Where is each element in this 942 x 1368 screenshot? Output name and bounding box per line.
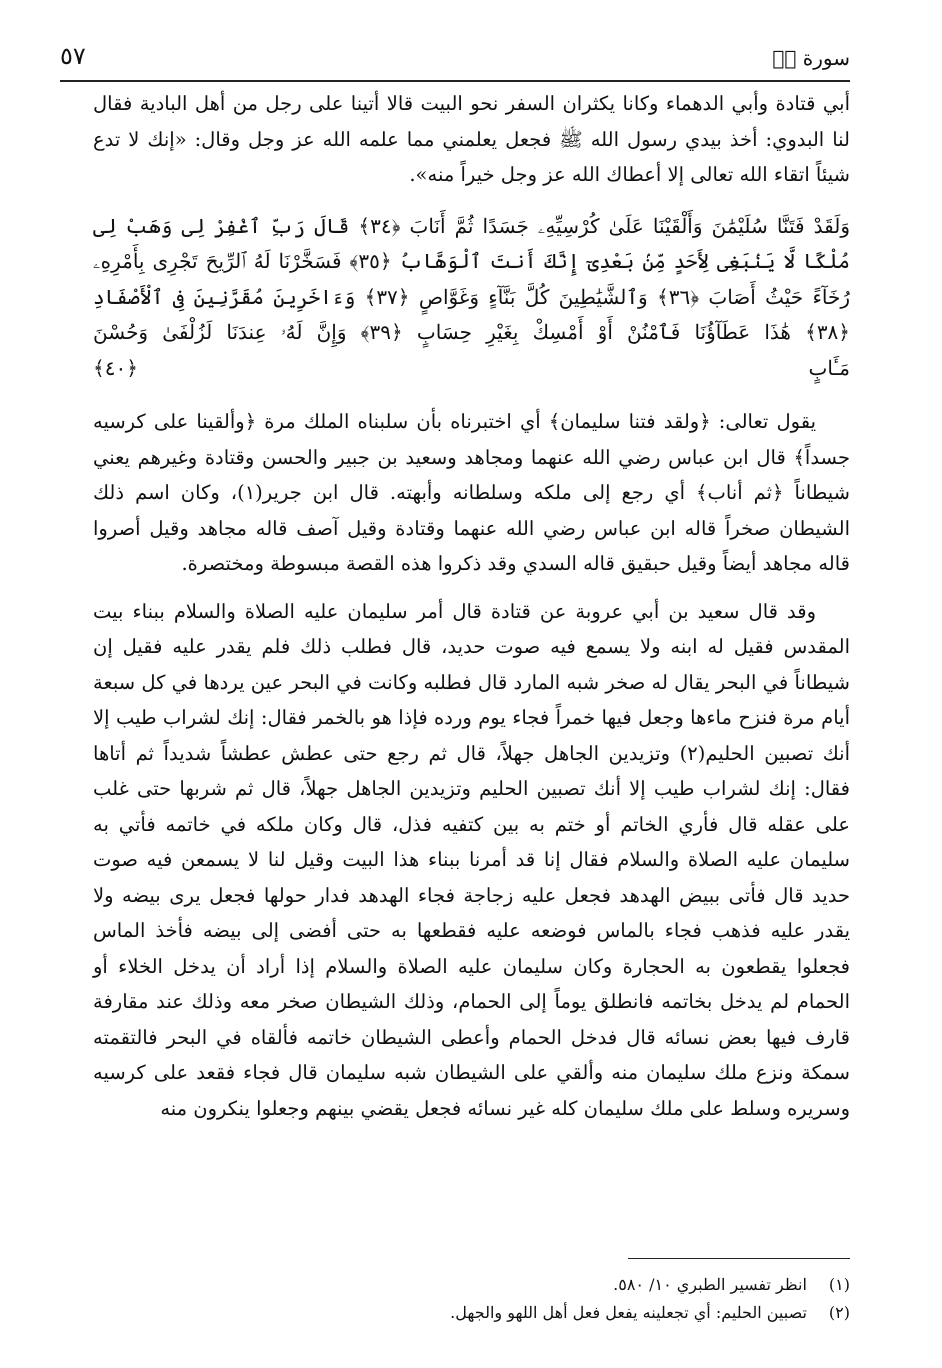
footnote-1 [93,1271,850,1299]
footnote-text: تصبين الحليم: أي تجعلينه يفعل فعل أهل اللهو والجهل. [450,1303,807,1322]
page-number: ٥٧ [60,42,86,70]
footnotes [93,1271,850,1327]
paragraph-hadith: أبي قتادة وأبي الدهماء وكانا يكثران السفر نحو البيت قالا أتينا على رجل من أهل البادية فقال لنا البدوي: أخذ بيدي رسول الله ﷺ فجعل يعلمني مما علمه الله عز وجل وقال: «إنك لا تدع شيئاً اتقاء الله تعالى إلا أعطاك الله عز وجل خيراً منه». [93,92,850,186]
footnote-text: انظر تفسير الطبري ١٠/ ٥٨٠. [613,1275,807,1294]
paragraph-story: وقد قال سعيد بن أبي عروبة عن قتادة قال أمر سليمان عليه الصلاة والسلام ببناء بيت المقدس فقيل له ابنه ولا يسمع فيه صوت حديد، قال فطلب ذلك فلم يقدر عليه فقيل إن شيطاناً في البحر يقال له صخر شبه المارد قال فطلبه وكانت في البحر عين يردها في كل سبعة أيام مرة فنزح ماءها وجعل فيها خمراً فجاء يوم ورده فإذا هو بالخمر فقال: إنك لشراب طيب إلا أنك تصبين الحليم(٢) وتزيدين الجاهل جهلاً، قال ثم رجع حتى عطش عطشاً شديداً ثم أتاها فقال: إنك لشراب طيب إلا أنك تصبين الحليم وتزيدين الجاهل جهلاً، قال ثم شربها حتى غلب على عقله قال فأري الخاتم أو ختم به بين كتفيه فذل، قال وكان ملكه في خاتمه فأتي به سليمان عليه الصلاة والسلام فقال إنا قد أمرنا ببناء هذا البيت وقيل لنا لا يسمعن فيه صوت حديد قال فأتى ببيض الهدهد فجعل عليه زجاجة فجاء الهدهد فدار حولها فجعل يرى بيضه ولا يقدر عليه فذهب فجاء بالماس فوضعه عليه فقطعها به حتى أفضى إلى بيضه فأخذ الماس فجعلوا يقطعون به الحجارة وكان سليمان عليه الصلاة والسلام إذا أراد أن يدخل الخلاء أو الحمام لم يدخل بخاتمه فانطلق يوماً إلى الحمام، وذلك الشيطان صخر معه وذلك عند مقارفة قارف فيها بعض نسائه قال فدخل الحمام وأعطى الشيطان خاتمه فألقاه في البحر فالتقمته سمكة ونزع ملك سليمان منه وألقي على الشيطان شبه سليمان قال فجاء فقعد على كرسيه وسريره وسلط على ملك سليمان كله غير نسائه فجعل يقضي بينهم وجعلوا ينكرون منه [93,599,850,1120]
footnote-2 [93,1299,850,1327]
page-header [60,40,850,82]
surah-title: سورة صۤ [772,46,850,70]
paragraph-tafsir: يقول تعالى: ﴿ولقد فتنا سليمان﴾ أي اختبرناه بأن سلبناه الملك مرة ﴿وألقينا على كرسيه جسداً﴾ قال ابن عباس رضي الله عنهما ومجاهد وسعيد بن جبير والحسن وقتادة وغيرهم يعني شيطاناً ﴿ثم أناب﴾ أي رجع إلى ملكه وسلطانه وأبهته. قال ابن جرير(١)، وكان اسم ذلك الشيطان صخراً قاله ابن عباس رضي الله عنهما وقتادة وقيل آصف قاله مجاهد وقيل أصروا قاله مجاهد أيضاً وقيل حبقيق قاله السدي وقد ذكروا هذه القصة مبسوطة ومختصرة. [93,410,850,575]
footnote-marker: (١) [828,1275,850,1294]
footnote-marker: (٢) [828,1303,850,1322]
footnote-separator [628,1258,850,1259]
quran-verses-end: مَـَٔابٍ ﴿٤٠﴾ [93,355,850,380]
main-text [93,86,850,1126]
quran-verses: وَلَقَدْ فَتَنَّا سُلَيْمَٰنَ وَأَلْقَيْنَا عَلَىٰ كُرْسِيِّهِۦ جَسَدًا ثُمَّ أَنَابَ ﴿٣٤﴾ قَالَ رَبِّ ٱغْفِرْ لِى وَهَبْ لِى مُلْكًا لَّا يَنۢبَغِى لِأَحَدٍ مِّنۢ بَعْدِىٓ إِنَّكَ أَنتَ ٱلْوَهَّابُ ﴿٣٥﴾ فَسَخَّرْنَا لَهُ ٱلرِّيحَ تَجْرِى بِأَمْرِهِۦ رُخَآءً حَيْثُ أَصَابَ ﴿٣٦﴾ وَٱلشَّيَٰطِينَ كُلَّ بَنَّآءٍ وَغَوَّاصٍ ﴿٣٧﴾ وَءَاخَرِينَ مُقَرَّنِينَ فِى ٱلْأَصْفَادِ ﴿٣٨﴾ هَٰذَا عَطَآؤُنَا فَٱمْنُنْ أَوْ أَمْسِكْ بِغَيْرِ حِسَابٍ ﴿٣٩﴾ وَإِنَّ لَهُۥ عِندَنَا لَزُلْفَىٰ وَحُسْنَ [93,213,851,344]
